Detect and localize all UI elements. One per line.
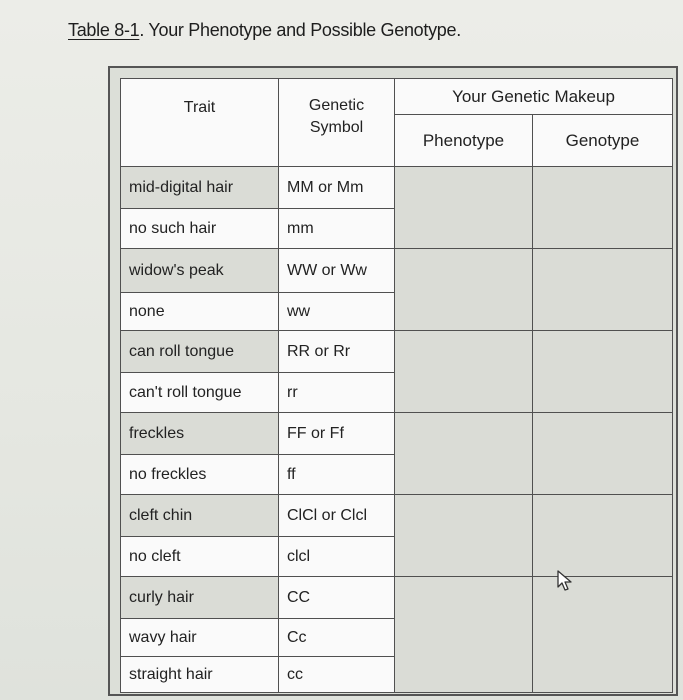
table-row [121,331,673,373]
symbol-cell: ww [279,293,395,331]
trait-cell: curly hair [121,577,279,619]
trait-cell: straight hair [121,657,279,693]
trait-cell: wavy hair [121,619,279,657]
trait-cell: none [121,293,279,331]
symbol-cell: ClCl or Clcl [279,495,395,537]
phenotype-entry-cell[interactable] [395,331,533,413]
trait-cell: freckles [121,413,279,455]
table-title [68,20,461,41]
genotype-entry-cell[interactable] [533,249,673,331]
header-genetic-symbol [279,79,395,167]
symbol-cell: ff [279,455,395,495]
table-row [121,167,673,209]
header-genotype: Genotype [533,115,673,167]
symbol-cell: CC [279,577,395,619]
header-symbol-line1: Genetic [308,97,365,114]
trait-cell: mid-digital hair [121,167,279,209]
symbol-cell: Cc [279,619,395,657]
genotype-entry-cell[interactable] [533,167,673,249]
trait-cell: no cleft [121,537,279,577]
table-row [121,577,673,619]
symbol-cell: clcl [279,537,395,577]
trait-cell: can roll tongue [121,331,279,373]
phenotype-entry-cell[interactable] [395,167,533,249]
trait-cell: no freckles [121,455,279,495]
table-caption: . Your Phenotype and Possible Genotype. [139,20,461,40]
symbol-cell: mm [279,209,395,249]
header-row-top [121,79,673,115]
symbol-cell: FF or Ff [279,413,395,455]
genotype-entry-cell[interactable] [533,577,673,693]
symbol-cell: rr [279,373,395,413]
header-symbol-line2: Symbol [309,119,364,136]
table-row [121,495,673,537]
header-genetic-makeup: Your Genetic Makeup [395,79,673,115]
genotype-entry-cell[interactable] [533,413,673,495]
symbol-cell: RR or Rr [279,331,395,373]
phenotype-entry-cell[interactable] [395,249,533,331]
symbol-cell: cc [279,657,395,693]
trait-cell: widow's peak [121,249,279,293]
table-number: Table 8-1 [68,20,140,40]
trait-cell: cleft chin [121,495,279,537]
header-trait: Trait [121,79,279,167]
symbol-cell: MM or Mm [279,167,395,209]
phenotype-entry-cell[interactable] [395,577,533,693]
trait-cell: no such hair [121,209,279,249]
genotype-entry-cell[interactable] [533,331,673,413]
table-row [121,413,673,455]
trait-cell: can't roll tongue [121,373,279,413]
phenotype-entry-cell[interactable] [395,413,533,495]
symbol-cell: WW or Ww [279,249,395,293]
genetics-table [120,78,673,693]
genotype-entry-cell[interactable] [533,495,673,577]
header-phenotype: Phenotype [395,115,533,167]
table-row [121,249,673,293]
phenotype-entry-cell[interactable] [395,495,533,577]
mouse-pointer-icon [556,570,574,592]
